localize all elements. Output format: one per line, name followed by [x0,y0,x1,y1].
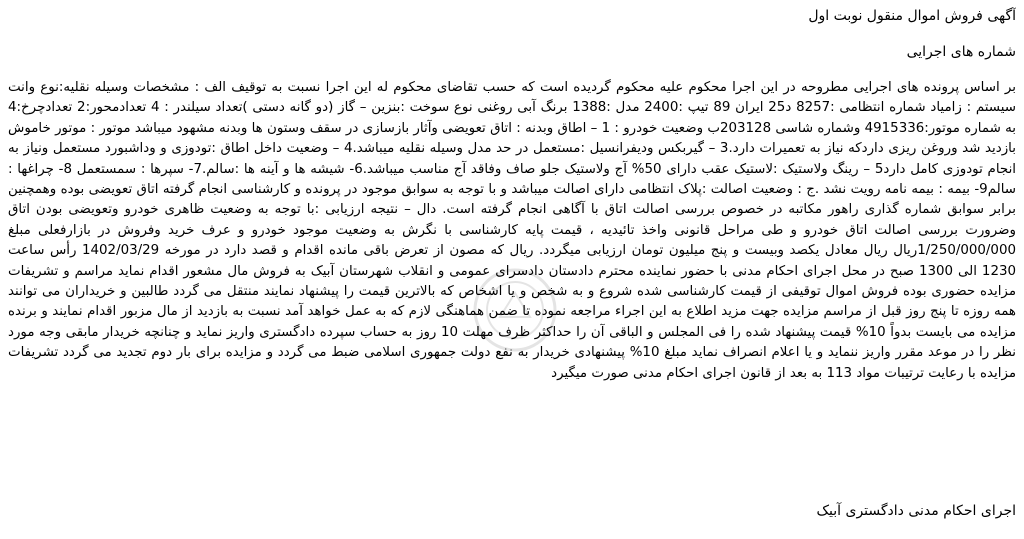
notice-signature: اجرای احکام مدنی دادگستری آبیک [816,503,1016,519]
notice-body: بر اساس پرونده های اجرایی مطروحه در این اجرا محکوم علیه محکوم گردیده است که حسب تقاضای محکوم له این اجرا نسبت به توقیف الف : مشخصات وسیله نقلیه:نوع وانت سیستم : زامیاد شماره انتظامی :8257 د25 ایران 89 تیپ :2400 مدل :1388 برنگ آبی روغنی نوع سوخت :بنزین – گاز (دو گانه دستی )تعداد سیلندر : 4 تعدادمحور:2 تعدادچرخ:4 به شماره موتور:4915336 وشماره شاسی 203128ب وضعیت خودرو : 1 – اطاق وبدنه : اتاق تعویضی وآثار بازسازی در سقف وستون ها وبدنه مشهود میباشد موتور : موتور خاموش بازدید شد وروغن ریزی داردکه نیاز به تعمیرات دارد.3 – گیربکس ودیفرانسیل :مستعمل در حد مدل وسیله نقلیه میباشد.4 – وضعیت داخل اطاق :تودوزی و وداشبورد مستعمل ونیاز به انجام تودوزی کامل دارد5 – رینگ ولاستیک :لاستیک عقب دارای 50% آج ولاستیک جلو صاف وفاقد آج مناسب میباشد.6- شیشه ها و آینه ها :سالم.7- سپرها : سمستعمل 8- چراغها : سالم9- بیمه : بیمه نامه رویت نشد .ج : وضعیت اصالت :پلاک انتظامی دارای اصالت میباشد و با توجه به سوابق موجود در پرونده و کارشناسی انجام گرفته اتاق تعویضی بوده وهمچنین برابر سوابق شماره گذاری راهور مکاتبه در خصوص بررسی اصالت اتاق با آگاهی انجام گرفته است. دال – نتیجه ارزیابی :با توجه به وضعیت ظاهری خودرو وتعویضی بودن اتاق وضرورت بررسی اصالت اتاق خودرو و طی مراحل قانونی واخذ تائیدیه ، قیمت پایه کارشناسی با نگرش به وضعیت موجود خودرو و عرف خرید وفروش در بازارفعلی مبلغ 1/250/000/000ریال ریال معادل یکصد وبیست و پنج میلیون تومان ارزیابی میگردد. ریال که مصون از تعرض باقی مانده اقدام و قصد دارد در مورخه 1402/03/29 رأس ساعت 1230 الی 1300 صبح در محل اجرای احکام مدنی با حضور نماینده محترم دادستان دادسرای عمومی و انقلاب شهرستان آبیک به فروش مال مشعور اقدام نماید مراسم و تشریفات مزایده حضوری بوده فروش اموال توقیفی از قیمت کارشناسی شده شروع و به شخص و یا اشخاص که بالاترین قیمت را پیشنهاد نمایند منتقل می گردد طالبین و خریداران می توانند همه روزه تا پنج روز قبل از مراسم مزایده جهت مزید اطلاع به این اجراء مراجعه نموده تا ضمن هماهنگی لازم که به عمل خواهد آمد نسبت به بازدید از مال مزبور اقدام نمایند و برنده مزایده می بایست بدواً 10% قیمت پیشنهاد شده را فی المجلس و الباقی آن را حداکثر ظرف مهلت 10 روز به حساب سپرده دادگستری واریز نماید و چنانچه خریدار مابقی وجه مورد نظر را در موعد مقرر واریز ننماید و یا اعلام انصراف نماید مبلغ 10% پیشنهادی خریدار به نفع دولت جمهوری اسلامی ضبط می گردد و مزایده برای بار دوم تجدید می گردد تشریفات مزایده با رعایت ترتیبات مواد 113 به بعد از قانون اجرای احکام مدنی صورت میگیرد [8,80,1017,381]
faint-circular-stamp-icon [470,265,560,355]
notice-subtitle: شماره های اجرایی [906,44,1016,60]
notice-title: آگهی فروش اموال منقول نوبت اول [808,8,1016,24]
